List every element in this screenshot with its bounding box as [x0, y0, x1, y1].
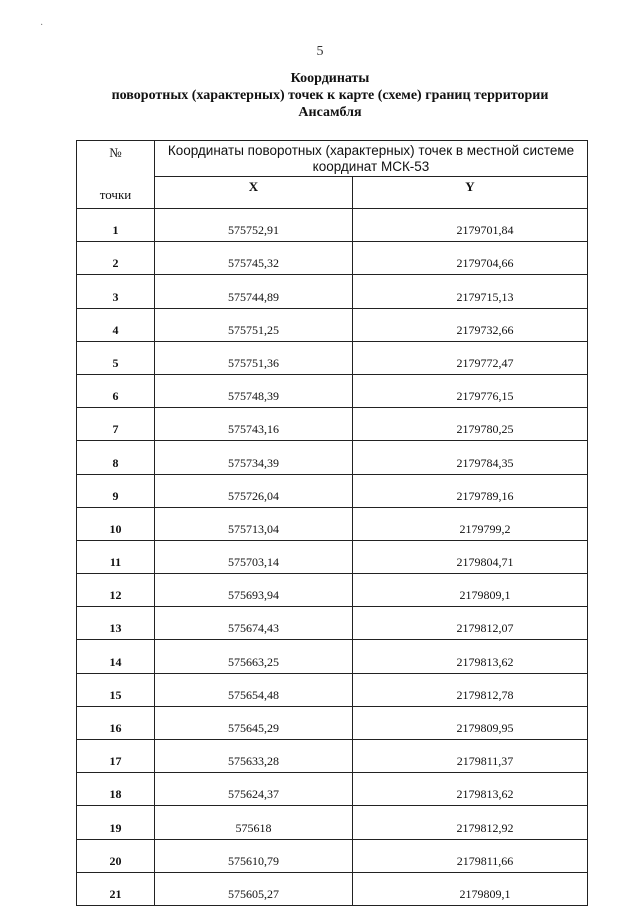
header-x: X: [155, 177, 353, 209]
point-number-cell: 17: [77, 740, 155, 773]
title-line-2: поворотных (характерных) точек к карте (схеме) границ территории: [111, 88, 549, 103]
point-number-cell: 11: [77, 540, 155, 573]
y-coordinate-cell: 2179813,62: [353, 640, 588, 673]
y-coordinate-cell: 2179732,66: [353, 308, 588, 341]
point-number-cell: 21: [77, 872, 155, 905]
x-coordinate-cell: 575703,14: [155, 540, 353, 573]
x-coordinate-cell: 575726,04: [155, 474, 353, 507]
y-coordinate-cell: 2179715,13: [353, 275, 588, 308]
point-number-cell: 14: [77, 640, 155, 673]
table-row: [77, 209, 588, 242]
point-number-cell: 15: [77, 673, 155, 706]
table-row: [77, 540, 588, 573]
point-number-cell: 10: [77, 507, 155, 540]
table-row: [77, 507, 588, 540]
x-coordinate-cell: 575663,25: [155, 640, 353, 673]
x-coordinate-cell: 575633,28: [155, 740, 353, 773]
x-coordinate-cell: 575674,43: [155, 607, 353, 640]
table-row: [77, 441, 588, 474]
y-coordinate-cell: 2179784,35: [353, 441, 588, 474]
point-number-cell: 5: [77, 341, 155, 374]
table-row: [77, 408, 588, 441]
table-row: [77, 706, 588, 739]
x-coordinate-cell: 575713,04: [155, 507, 353, 540]
y-coordinate-cell: 2179811,37: [353, 740, 588, 773]
y-coordinate-cell: 2179809,95: [353, 706, 588, 739]
table-row: [77, 308, 588, 341]
point-number-cell: 20: [77, 839, 155, 872]
y-coordinate-cell: 2179809,1: [353, 574, 588, 607]
table-row: [77, 242, 588, 275]
point-number-cell: 12: [77, 574, 155, 607]
scan-speck: ·: [40, 20, 44, 31]
table-row: [77, 374, 588, 407]
header-number-sign: №: [109, 145, 122, 160]
point-number-cell: 13: [77, 607, 155, 640]
y-coordinate-cell: 2179812,92: [353, 806, 588, 839]
table-row: [77, 574, 588, 607]
table-row: [77, 773, 588, 806]
table-row: [77, 341, 588, 374]
table-row: [77, 740, 588, 773]
header-y: Y: [353, 177, 588, 209]
table-row: [77, 275, 588, 308]
header-coordinates-group: Координаты поворотных (характерных) точек в местной системе координат МСК-53: [155, 141, 588, 177]
x-coordinate-cell: 575624,37: [155, 773, 353, 806]
table-row: [77, 673, 588, 706]
title-line-1: Координаты: [290, 71, 370, 86]
x-coordinate-cell: 575751,36: [155, 341, 353, 374]
x-coordinate-cell: 575745,32: [155, 242, 353, 275]
x-coordinate-cell: 575751,25: [155, 308, 353, 341]
x-coordinate-cell: 575605,27: [155, 872, 353, 905]
point-number-cell: 8: [77, 441, 155, 474]
title-line-3: Ансамбля: [298, 105, 362, 120]
x-coordinate-cell: 575744,89: [155, 275, 353, 308]
point-number-cell: 6: [77, 374, 155, 407]
y-coordinate-cell: 2179809,1: [353, 872, 588, 905]
table-row: [77, 474, 588, 507]
x-coordinate-cell: 575752,91: [155, 209, 353, 242]
table-row: [77, 839, 588, 872]
x-coordinate-cell: 575748,39: [155, 374, 353, 407]
table-row: [77, 806, 588, 839]
document-title: [60, 70, 600, 121]
x-coordinate-cell: 575743,16: [155, 408, 353, 441]
x-coordinate-cell: 575610,79: [155, 839, 353, 872]
y-coordinate-cell: 2179811,66: [353, 839, 588, 872]
y-coordinate-cell: 2179804,71: [353, 540, 588, 573]
header-point-number: [77, 141, 155, 209]
point-number-cell: 3: [77, 275, 155, 308]
point-number-cell: 18: [77, 773, 155, 806]
header-point-label: точки: [99, 187, 132, 202]
y-coordinate-cell: 2179789,16: [353, 474, 588, 507]
table-row: [77, 607, 588, 640]
y-coordinate-cell: 2179772,47: [353, 341, 588, 374]
point-number-cell: 7: [77, 408, 155, 441]
y-coordinate-cell: 2179701,84: [353, 209, 588, 242]
x-coordinate-cell: 575734,39: [155, 441, 353, 474]
coordinates-table: [76, 140, 588, 906]
point-number-cell: 9: [77, 474, 155, 507]
y-coordinate-cell: 2179812,07: [353, 607, 588, 640]
point-number-cell: 2: [77, 242, 155, 275]
x-coordinate-cell: 575693,94: [155, 574, 353, 607]
point-number-cell: 1: [77, 209, 155, 242]
point-number-cell: 16: [77, 706, 155, 739]
table-row: [77, 640, 588, 673]
y-coordinate-cell: 2179780,25: [353, 408, 588, 441]
y-coordinate-cell: 2179704,66: [353, 242, 588, 275]
table-row: [77, 872, 588, 905]
x-coordinate-cell: 575645,29: [155, 706, 353, 739]
y-coordinate-cell: 2179812,78: [353, 673, 588, 706]
x-coordinate-cell: 575618: [155, 806, 353, 839]
point-number-cell: 19: [77, 806, 155, 839]
y-coordinate-cell: 2179776,15: [353, 374, 588, 407]
y-coordinate-cell: 2179799,2: [353, 507, 588, 540]
y-coordinate-cell: 2179813,62: [353, 773, 588, 806]
page-number: 5: [316, 44, 324, 59]
x-coordinate-cell: 575654,48: [155, 673, 353, 706]
point-number-cell: 4: [77, 308, 155, 341]
